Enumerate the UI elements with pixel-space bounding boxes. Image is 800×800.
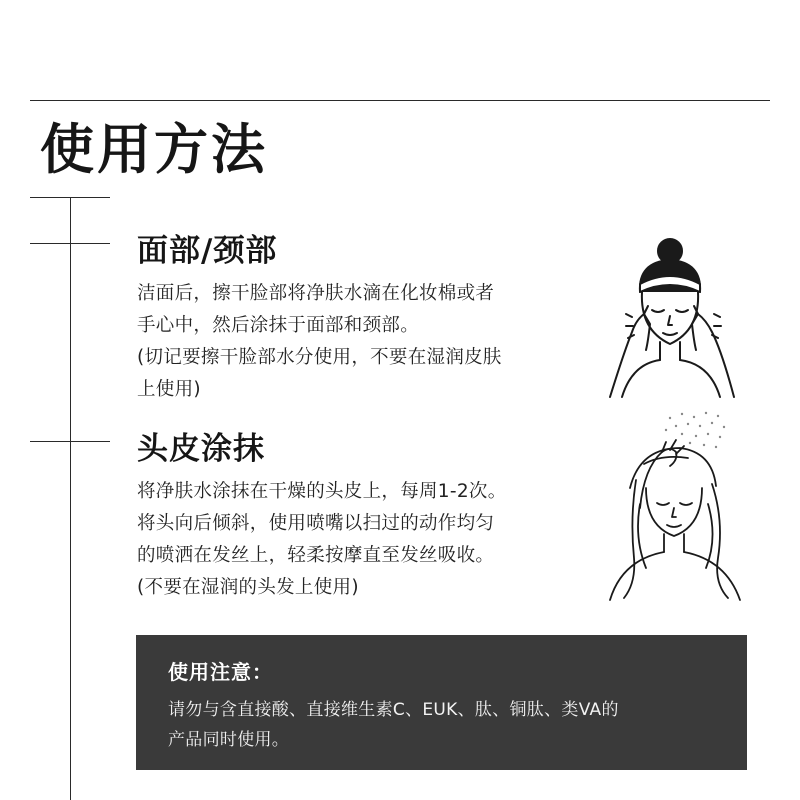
scalp-spray-illustration [600, 408, 750, 603]
notice-line: 请勿与含直接酸、直接维生素C、EUK、肽、铜肽、类VA的 [168, 700, 619, 720]
body-line: (不要在湿润的头发上使用) [137, 577, 359, 598]
section-heading-scalp: 头皮涂抹 [137, 431, 265, 467]
face-applying-lotion-illustration [602, 232, 752, 402]
body-line: 上使用) [137, 379, 201, 400]
body-line: 将头向后倾斜，使用喷嘴以扫过的动作均匀 [137, 513, 495, 534]
notice-title: 使用注意： [168, 660, 273, 684]
section-2-tick [30, 441, 110, 442]
body-line: 洁面后，擦干脸部将净肤水滴在化妆棉或者 [137, 283, 495, 304]
section-body-scalp [137, 476, 507, 604]
section-heading-face-neck: 面部/颈部 [137, 233, 278, 269]
page-title: 使用方法 [40, 118, 268, 181]
section-body-face-neck [137, 278, 502, 406]
timeline-vertical-line [70, 197, 71, 800]
top-divider [30, 100, 770, 101]
usage-notice-box [136, 635, 747, 770]
body-line: 的喷洒在发丝上，轻柔按摩直至发丝吸收。 [137, 545, 495, 566]
section-1-tick [30, 243, 110, 244]
body-line: 手心中，然后涂抹于面部和颈部。 [137, 315, 420, 336]
body-line: (切记要擦干脸部水分使用，不要在湿润皮肤 [137, 347, 502, 368]
notice-line: 产品同时使用。 [168, 730, 290, 750]
body-line: 将净肤水涂抹在干燥的头皮上，每周1-2次。 [137, 481, 507, 502]
